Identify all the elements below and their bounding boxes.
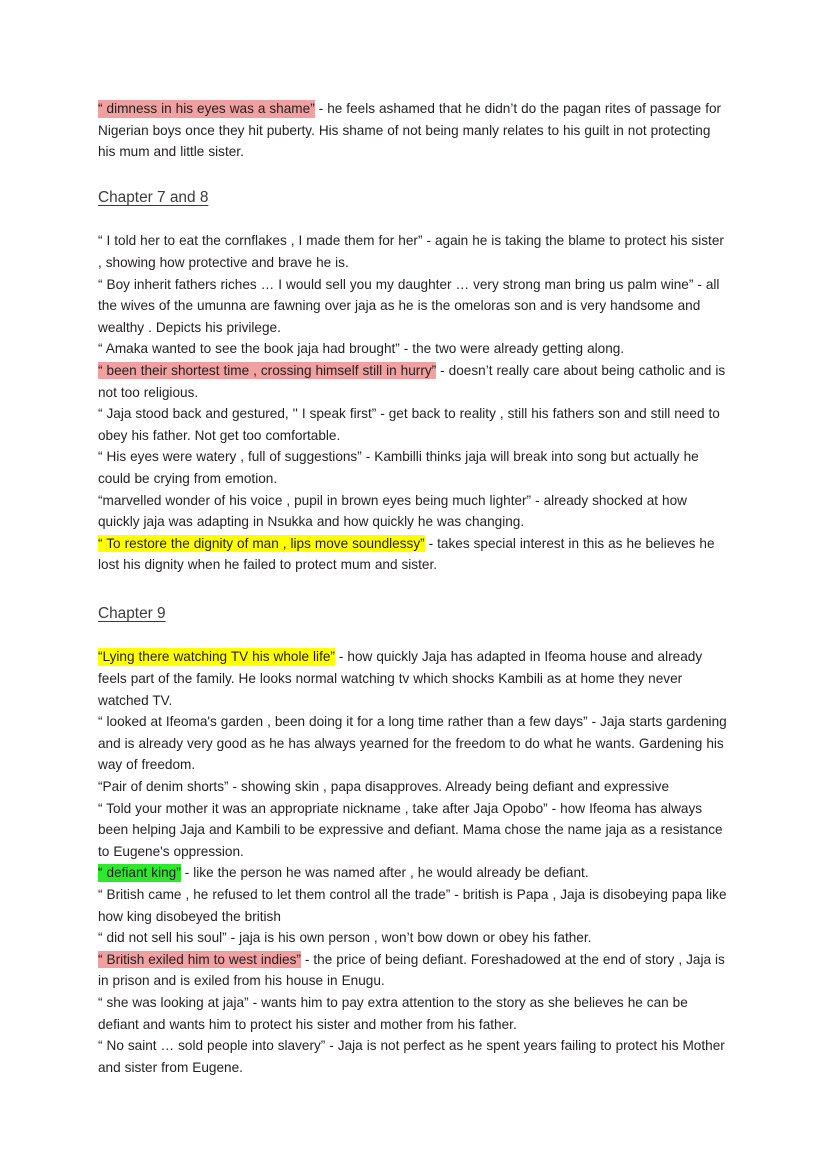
entry-quote: “ I told her to eat the cornflakes , I made them for her”: [98, 233, 423, 249]
entry-paragraph: [98, 403, 731, 446]
entry-commentary: - the price of being defiant. Foreshadowed at the end of story , Jaja is in prison and is exiled from his house in Enugu.: [98, 951, 725, 989]
entry-commentary: - all the wives of the umunna are fawning over jaja as he is the omeloras son and is very handsome and wealthy . Depicts his privilege.: [98, 276, 720, 335]
entry-quote: “ Amaka wanted to see the book jaja had brought”: [98, 341, 400, 357]
entry-paragraph: [98, 927, 731, 949]
entry-quote: “ His eyes were watery , full of suggestions”: [98, 449, 362, 465]
entry-quote: “ defiant king”: [98, 865, 181, 881]
entry-paragraph: [98, 490, 731, 533]
entry-paragraph: [98, 776, 731, 798]
entry-quote: “ British exiled him to west indies”: [98, 951, 301, 967]
entry-quote: “ Jaja stood back and gestured, '' I speak first”: [98, 406, 377, 422]
entry-paragraph: [98, 360, 731, 403]
entry-paragraph: [98, 230, 731, 273]
entry-paragraph: [98, 338, 731, 360]
entry-commentary: - already shocked at how quickly jaja was adapting in Nsukka and how quickly he was changing.: [98, 492, 687, 530]
heading-text: Chapter 7 and 8: [98, 188, 209, 206]
entry-commentary: - jaja is his own person , won’t bow down or obey his father.: [226, 930, 592, 946]
entry-paragraph: [98, 274, 731, 339]
entry-quote: “ she was looking at jaja”: [98, 994, 249, 1010]
entry-quote: “ Told your mother it was an appropriate nickname , take after Jaja Opobo”: [98, 800, 548, 816]
entry-paragraph: [98, 884, 731, 927]
entry-paragraph: [98, 1035, 731, 1078]
entry-commentary: - Jaja starts gardening and is already very good as he has always yearned for the freedom to do what he wants. Gardening his way of freedom.: [98, 714, 727, 773]
entry-commentary: - takes special interest in this as he believes he lost his dignity when he failed to protect mum and sister.: [98, 535, 715, 573]
entry-paragraph: [98, 798, 731, 863]
entry-commentary: - wants him to pay extra attention to the story as she believes he can be defiant and wants him to protect his sister and mother from his father.: [98, 994, 688, 1032]
entry-quote: “ Boy inherit fathers riches … I would sell you my daughter … very strong man bring us palm wine”: [98, 276, 694, 292]
spacer: [98, 576, 731, 603]
entry-quote: “Lying there watching TV his whole life”: [98, 649, 335, 665]
intro-commentary: - he feels ashamed that he didn’t do the pagan rites of passage for Nigerian boys once they hit puberty. His shame of not being manly relates to his guilt in not protecting his mum and little sister.: [98, 101, 722, 160]
entry-quote: “ did not sell his soul”: [98, 930, 227, 946]
entry-paragraph: [98, 533, 731, 576]
entry-commentary: - the two were already getting along.: [399, 341, 625, 357]
entry-commentary: - how quickly Jaja has adapted in Ifeoma house and already feels part of the family. He looks normal watching tv which shocks Kambili as at home they never watched TV.: [98, 649, 703, 708]
entry-commentary: - like the person he was named after , he would already be defiant.: [180, 865, 589, 881]
intro-quote: “ dimness in his eyes was a shame”: [98, 101, 315, 116]
entry-paragraph: [98, 711, 731, 776]
entry-quote: “ British came , he refused to let them control all the trade”: [98, 887, 451, 902]
section-heading-chapter-9: [98, 603, 731, 625]
heading-text: Chapter 9: [98, 604, 166, 622]
intro-paragraph: [98, 98, 731, 163]
document-body: [98, 98, 731, 1078]
entry-quote: “ been their shortest time , crossing himself still in hurry”: [98, 362, 437, 378]
entry-paragraph: [98, 862, 731, 884]
entry-paragraph: [98, 446, 731, 489]
entry-commentary: - doesn’t really care about being catholic and is not too religious.: [98, 362, 726, 400]
section-heading-chapter-7-and-8: [98, 187, 731, 209]
entry-commentary: - showing skin , papa disapproves. Already being defiant and expressive: [228, 779, 670, 795]
entry-paragraph: [98, 646, 731, 711]
entry-quote: “ No saint … sold people into slavery”: [98, 1038, 326, 1054]
entry-quote: “ To restore the dignity of man , lips move soundlessy”: [98, 535, 425, 551]
entry-quote: “Pair of denim shorts”: [98, 779, 229, 795]
entry-commentary: - how Ifeoma has always been helping Jaja and Kambili to be expressive and defiant. Mama chose the name jaja as a resistance to Eugene's oppression.: [98, 800, 723, 859]
spacer: [98, 209, 731, 231]
entry-commentary: - Jaja is not perfect as he spent years failing to protect his Mother and sister from Eugene.: [98, 1038, 725, 1075]
entry-commentary: - again he is taking the blame to protect his sister , showing how protective and brave he is.: [98, 233, 724, 270]
entry-paragraph: [98, 949, 731, 992]
entry-commentary: - british is Papa , Jaja is disobeying papa like how king disobeyed the british: [98, 887, 727, 924]
spacer: [98, 625, 731, 647]
entry-quote: “ looked at Ifeoma's garden , been doing it for a long time rather than a few days”: [98, 714, 588, 730]
entry-commentary: - get back to reality , still his fathers son and still need to obey his father. Not get too comfortable.: [98, 406, 720, 443]
entry-quote: “marvelled wonder of his voice , pupil in brown eyes being much lighter”: [98, 492, 532, 508]
entry-paragraph: [98, 992, 731, 1035]
entry-commentary: - Kambilli thinks jaja will break into song but actually he could be crying from emotion.: [98, 449, 699, 486]
spacer: [98, 163, 731, 187]
